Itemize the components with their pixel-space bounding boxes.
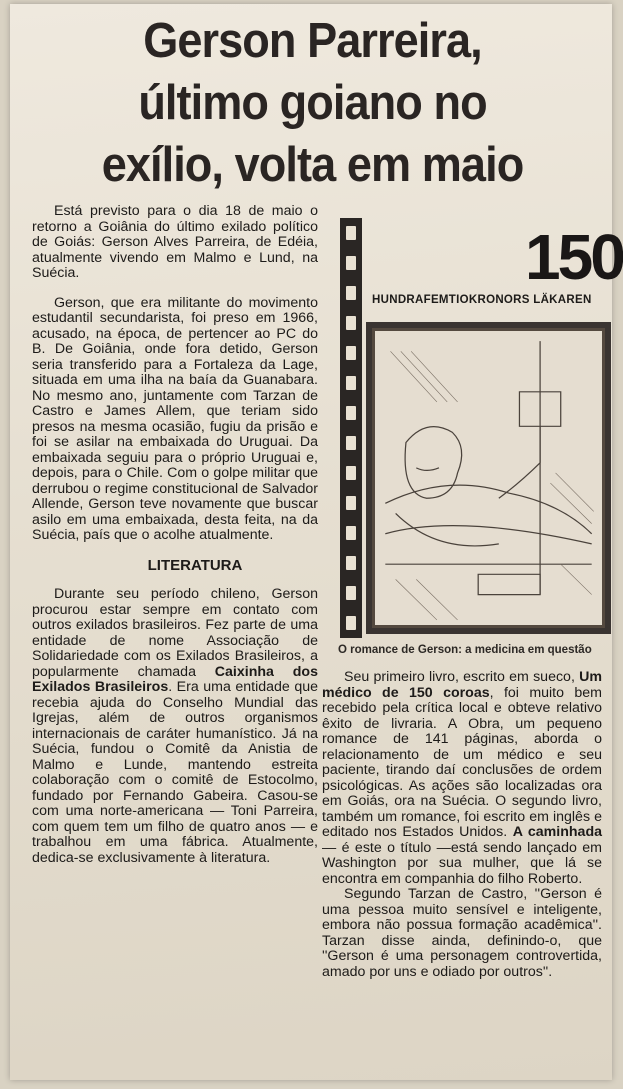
- paragraph-history: Gerson, que era militante do movimento estudantil secundarista, foi preso em 1966, acusado, na época, de pertencer ao PC do B. De Goiânia, onde fora detido, Gerson seria transferido para a Fortaleza da Lage, situada em uma ilha na baía da Guanabara. No mesmo ano, juntamente com Tarzan de Castro e James Allem, que teriam sido presos na mesma ocasião, fugiu da prisão e foi se asilar na embaixada do Uruguai. Da embaixada seguiu para o próprio Uruguai e, depois, para o Chile. Com o golpe militar que derrubou o regime constitucional de Salvador Allende, Gerson teve novamente que buscar asilo em uma embaixada, desta feita, na da Suécia, país que o acolhe atualmente.: [32, 294, 318, 543]
- right-text-a: Seu primeiro livro, escrito em sueco,: [344, 669, 580, 685]
- headline-line-2: último goiano no: [138, 76, 487, 130]
- book-title-2: A caminhada: [512, 824, 602, 840]
- book-title-1: Um médico de 150 coroas: [322, 669, 602, 701]
- paragraph-first-book: [322, 670, 602, 887]
- book-cover-film-strip: [340, 218, 362, 638]
- patient-in-bed-illustration: [375, 331, 602, 625]
- lit-bold-org: Caixinha dos Exilados Brasileiros: [32, 663, 318, 695]
- illustration-frame: [372, 328, 605, 628]
- subhead-literatura: LITERATURA: [147, 556, 243, 574]
- newspaper-clipping: [10, 4, 623, 1080]
- right-text-c: — é este o título —está sendo lançado em Washington por sua mulher, que lá se encontra em companhia do filho Roberto.: [322, 839, 602, 887]
- right-text-b: , foi muito bem recebido pela crítica local e obteve relativo êxito de livraria. A Obra, um pequeno romance de 141 páginas, aborda o relacionamento de um médico e seu paciente, tirando daí conclusões de ordem psicológicas. As ações são localizadas ora em Goiás, ora na Suécia. O segundo livro, também um romance, foi escrito em inglês e editado nos Estados Unidos.: [322, 684, 603, 840]
- headline: [62, 10, 563, 196]
- book-cover-number: 150: [525, 221, 623, 293]
- lit-text-a: Durante seu período chileno, Gerson procurou estar sempre em contato com outros exilados brasileiros. Fez parte de uma entidade de nome Associação de Solidariedade com os Exilados Brasileiros, a popularmente chamada: [32, 586, 318, 680]
- headline-line-1: Gerson Parreira,: [143, 14, 482, 68]
- paragraph-literatura: [32, 587, 318, 866]
- book-cover-illustration: [366, 322, 611, 634]
- paragraph-quote: Segundo Tarzan de Castro, ''Gerson é uma pessoa muito sensível e inteligente, embora não possua formação acadêmica''. Tarzan disse ainda, definindo-o, que ''Gerson é uma personagem controvertida, amado por uns e odiado por outros''.: [322, 886, 602, 980]
- right-column: [322, 670, 602, 980]
- illustration-caption: O romance de Gerson: a medicina em questão: [338, 644, 592, 656]
- lit-text-b: . Era uma entidade que recebia ajuda do Conselho Mundial das Igrejas, além de outros organismos internacionais de caráter humanístico. Já na Suécia, fundou o Comitê da Anistia de Malmo e Lunde, mantendo estreita colaboração com o comitê de Estocolmo, fundado por Fernando Gabeira. Casou-se com uma norte-americana — Toni Parreira, com quem tem um filho de quatro anos — e trabalhou em uma fábrica. Atualmente, dedica-se exclusivamente à literatura.: [32, 679, 318, 866]
- paragraph-intro: Está previsto para o dia 18 de maio o retorno a Goiânia do último exilado político de Goiás: Gerson Alves Parreira, de Edéia, atualmente vivendo em Malmo e Lund, na Suécia.: [32, 203, 318, 281]
- book-cover-title: HUNDRAFEMTIOKRONORS LÄKAREN: [372, 294, 592, 306]
- left-column: [32, 204, 318, 880]
- headline-line-3: exílio, volta em maio: [101, 138, 524, 192]
